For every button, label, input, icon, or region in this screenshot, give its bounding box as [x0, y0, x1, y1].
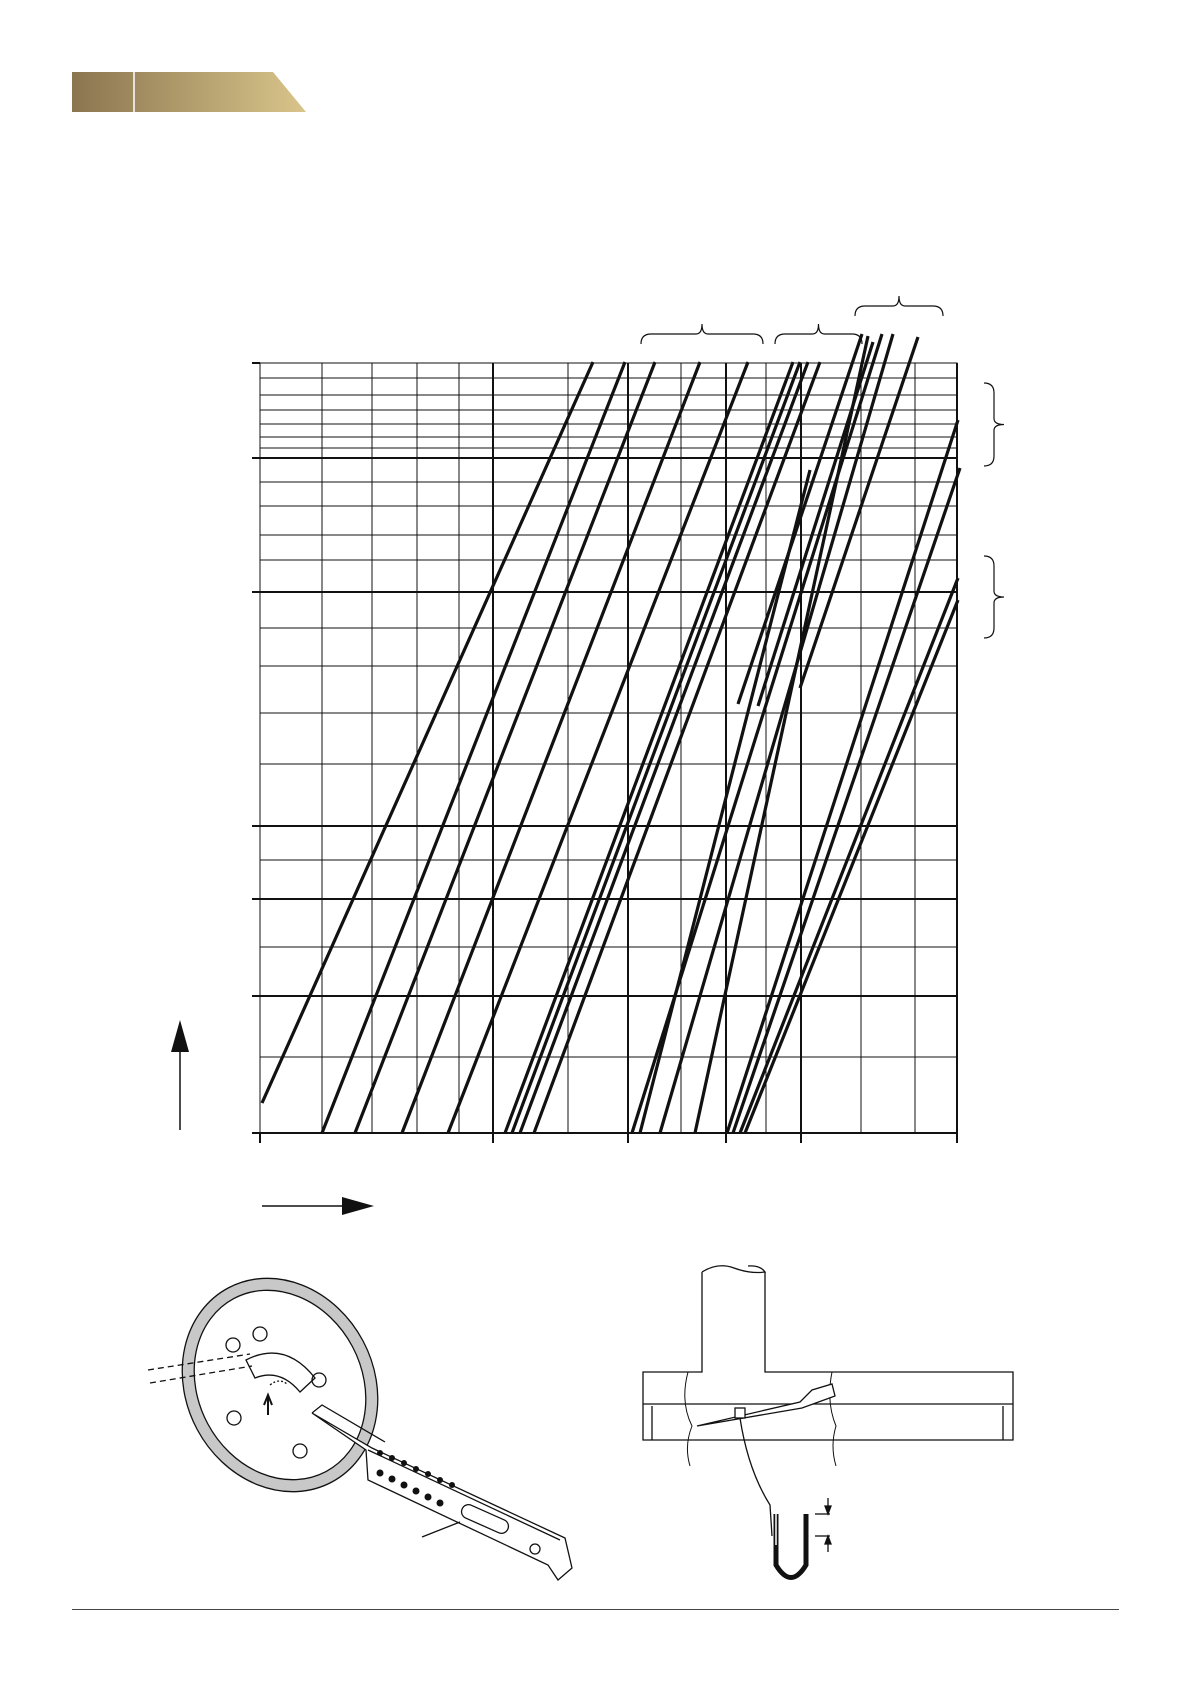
brace	[855, 296, 943, 316]
manometer-illustration	[643, 1266, 1013, 1578]
footer-rule	[72, 1609, 1119, 1610]
brace	[984, 556, 1004, 638]
y-axis-arrow	[171, 1020, 189, 1130]
brace	[641, 324, 763, 344]
series-line	[322, 362, 625, 1133]
series-line	[262, 362, 593, 1103]
series-line	[727, 420, 958, 1133]
series-line	[355, 362, 655, 1133]
brace	[775, 324, 862, 344]
series-line	[745, 600, 958, 1133]
burner-head-illustration	[145, 1244, 572, 1580]
series-line	[505, 362, 793, 1133]
brace	[984, 383, 1004, 466]
series-line	[695, 336, 868, 1133]
chart-braces	[641, 296, 1004, 638]
chart-series-lines	[262, 334, 960, 1133]
x-axis-arrow	[262, 1197, 374, 1215]
